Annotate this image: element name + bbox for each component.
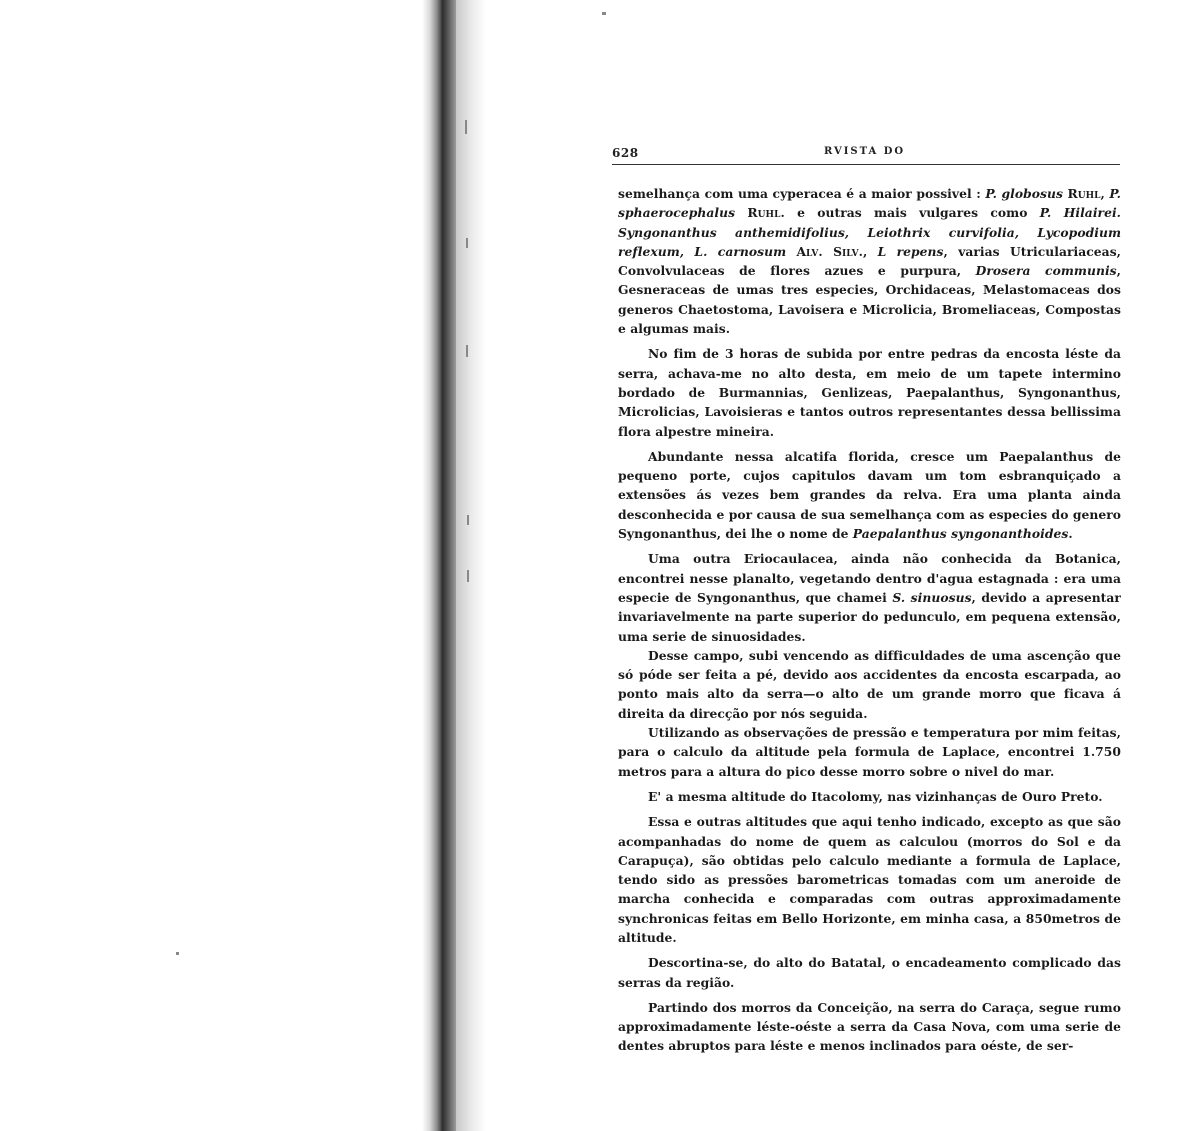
scan-speck <box>466 345 468 357</box>
header-rule <box>612 164 1120 165</box>
journal-title: RVISTA DO <box>824 146 906 157</box>
book-spine <box>442 0 456 1131</box>
paragraph: Utilizando as observações de pressão e temperatura por mim feitas, para o calculo da altitude pela formula de Laplace, encontrei 1.750 metros para a altura do pico desse morro sobre o nivel do mar. <box>618 725 1121 779</box>
scan-speck <box>465 120 467 134</box>
paragraph: semelhança com uma cyperacea é a maior possivel : P. globosus Ruhl, P. sphaerocephalus Ruhl. e outras mais vulgares como P. Hilairei. Syngonanthus anthemidifolius, Leiothrix curvifolia, Lycopodium reflexum, L. carnosum Alv. Silv., L repens, varias Utriculariaceas, Convolvulaceas de flores azues e purpura, Drosera communis, Gesneraceas de umas tres especies, Orchidaceas, Melastomaceas dos generos Chaetostoma, Lavoisera e Microlicia, Bromeliaceas, Compostas e algumas mais. <box>618 186 1121 337</box>
scan-speck <box>602 12 606 15</box>
book-gutter-shadow <box>422 0 442 1131</box>
page-number: 628 <box>612 146 639 160</box>
running-head <box>612 146 1120 164</box>
paragraph: Desse campo, subi vencendo as difficuldades de uma ascenção que só póde ser feita a pé, devido aos accidentes da encosta escarpada, ao ponto mais alto da serra—o alto de um grande morro que ficava á direita da direcção por nós seguida. <box>618 647 1121 721</box>
paragraph: E' a mesma altitude do Itacolomy, nas vizinhanças de Ouro Preto. <box>648 788 1103 804</box>
paragraph: No fim de 3 horas de subida por entre pedras da encosta léste da serra, achava-me no alto desta, em meio de um tapete intermino bordado de Burmannias, Genlizeas, Paepalanthus, Syngonanthus, Microlicias, Lavoisieras e tantos outros representantes dessa bellissima flora alpestre mineira. <box>618 346 1121 439</box>
page-curve-shadow <box>456 0 486 1131</box>
scan-speck <box>466 238 468 248</box>
paragraph: Partindo dos morros da Conceição, na serra do Caraça, segue rumo approximadamente léste-oéste a serra da Casa Nova, com uma serie de dentes abruptos para léste e menos inclinados para oéste, de ser- <box>618 999 1121 1054</box>
body-text <box>618 184 1121 1056</box>
scan-speck <box>176 952 179 955</box>
paragraph: Abundante nessa alcatifa florida, cresce um Paepalanthus de pequeno porte, cujos capitulos davam um tom esbranquiçado a extensões ás vezes bem grandes da relva. Era uma planta ainda desconhecida e por causa de sua semelhança com as especies do genero Syngonanthus, dei lhe o nome de Paepalanthus syngonanthoides. <box>618 448 1121 542</box>
paragraph: Descortina-se, do alto do Batatal, o encadeamento complicado das serras da região. <box>618 955 1121 990</box>
scan-speck <box>467 515 469 525</box>
scan-speck <box>467 570 469 582</box>
paragraph: Uma outra Eriocaulacea, ainda não conhecida da Botanica, encontrei nesse planalto, vegetando dentro d'agua estagnada : era uma especie de Syngonanthus, que chamei S. sinuosus, devido a apresentar invariavelmente na parte superior do pedunculo, em pequena extensão, uma serie de sinuosidades. <box>618 551 1121 644</box>
paragraph: Essa e outras altitudes que aqui tenho indicado, excepto as que são acompanhadas do nome de quem as calculou (morros do Sol e da Carapuça), são obtidas pelo calculo mediante a formula de Laplace, tendo sido as pressões barometricas tomadas com um aneroide de marcha conhecida e comparadas com outras approximadamente synchronicas feitas em Bello Horizonte, em minha casa, a 850metros de altitude. <box>618 814 1121 945</box>
